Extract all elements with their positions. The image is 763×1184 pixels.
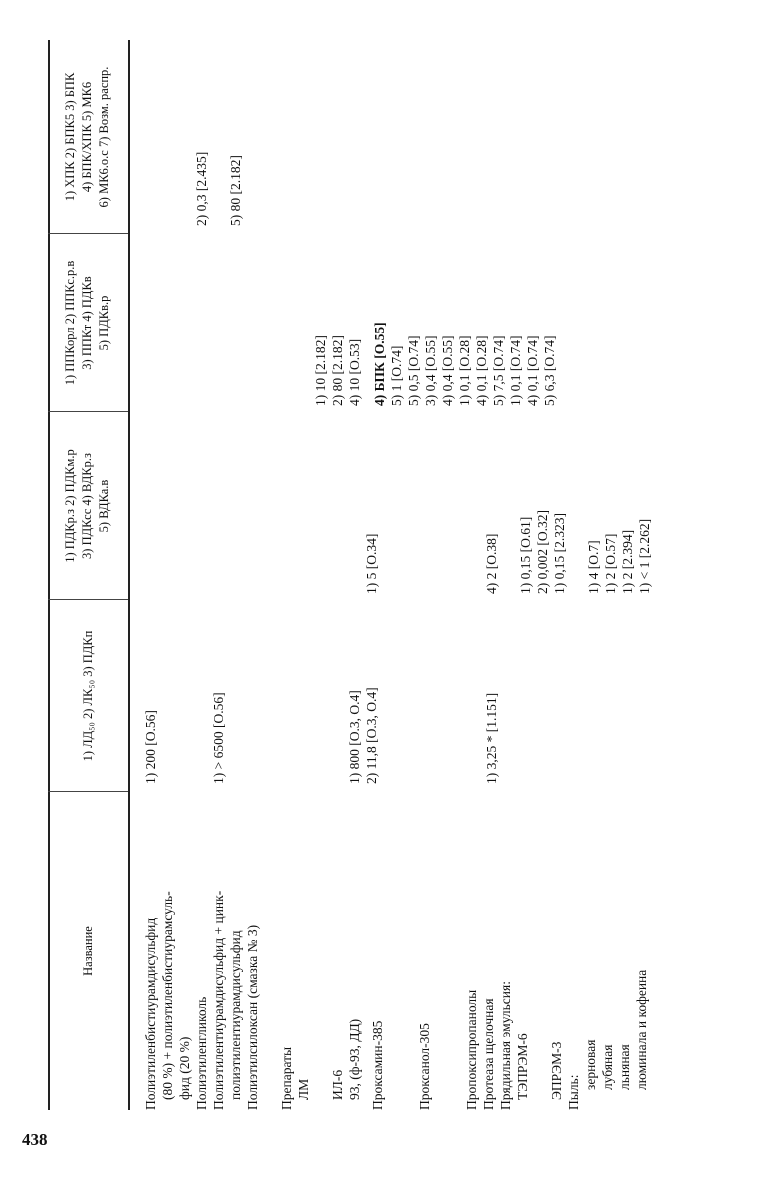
- header-col4-line: 4) БПК/ХПК 5) МК6: [80, 81, 94, 193]
- value-cell: 1) 0,1 [O.74]: [508, 335, 523, 406]
- value-cell: 4) 0,1 [O.74]: [525, 335, 540, 406]
- header-col3-line: 3) ППКт 4) ПДКв: [80, 276, 94, 370]
- header-col2-line: 1) ПДКр.з 2) ПДКм.р: [63, 449, 77, 563]
- value-cell: 5) 1 [O.74]: [389, 345, 404, 406]
- header-col2-line: 3) ПДКсс 4) ВДКр.з: [80, 453, 94, 559]
- header-col1: [80, 600, 97, 792]
- name-line: ЭПРЭМ-3: [549, 1041, 564, 1100]
- header-col2: [62, 412, 113, 600]
- header-name-text: Название: [81, 926, 95, 976]
- header-col3-line: 1) ППКорл 2) ППКс.р.в: [63, 260, 77, 386]
- header-name: [80, 792, 97, 1110]
- header-col1-text: 1) ЛД₅₀ 2) ЛК₅₀ 3) ПДКп: [81, 630, 95, 762]
- value-cell: 1) 200 [O.56]: [143, 710, 158, 784]
- value-cell: 1) 4 [O.7]: [586, 540, 601, 594]
- value-cell: 1) 2 [O.57]: [603, 533, 618, 594]
- value-cell: 5) 6,3 [O.74]: [542, 335, 557, 406]
- value-cell: 5) 0,5 [O.74]: [406, 335, 421, 406]
- col3-values: [142, 234, 558, 406]
- value-cell: 4) 0,4 [O.55]: [440, 335, 455, 406]
- value-cell: 2) 0,002 [O.32]: [535, 510, 550, 594]
- name-line: лубяная: [600, 1044, 615, 1090]
- rotated-table: [48, 40, 738, 1110]
- name-line: люминала и кофеина: [634, 969, 649, 1090]
- value-cell: 4) 0,1 [O.28]: [474, 335, 489, 406]
- page-number: 438: [22, 1130, 48, 1149]
- value-cell: 1) 5 [O.34]: [364, 533, 379, 594]
- name-line: (80 %) + полиэтиленбистиурамсуль-: [160, 891, 175, 1100]
- name-line: Пропоксипропанолы: [464, 989, 479, 1110]
- value-cell: 1) 2 [2.394]: [620, 529, 635, 594]
- value-cell: 1) 800 [O.3, O.4]: [347, 690, 362, 784]
- value-cell: 1) < 1 [2.262]: [637, 518, 652, 594]
- name-column: [142, 798, 650, 1110]
- name-line: Пыль:: [566, 1074, 581, 1110]
- name-line: ЛМ: [296, 1078, 311, 1100]
- header-col4-line: 6) МК6.о.с 7) Возм. распр.: [97, 66, 111, 208]
- name-line: 93, (ф-93, ДД): [347, 1018, 362, 1100]
- name-line: зерновая: [583, 1039, 598, 1090]
- name-line: полиэтилентиурамдисульфид: [228, 930, 243, 1100]
- value-cell: 1) 0,1 [O.28]: [457, 335, 472, 406]
- value-cell: 5) 7,5 [O.74]: [491, 335, 506, 406]
- value-cell: 2) 0,3 [2.435]: [194, 151, 209, 226]
- name-line: Протеаза щелочная: [481, 998, 496, 1110]
- name-line: Препараты: [279, 1046, 294, 1110]
- value-cell: 4) БПК [O.55]: [372, 322, 387, 406]
- name-line: фид (20 %): [177, 1036, 192, 1100]
- col1-values: [142, 600, 500, 784]
- name-line: ИЛ-6: [330, 1069, 345, 1100]
- header-col4: [62, 40, 113, 234]
- col2-values: [142, 412, 653, 594]
- header-col3-line: 5) ПДКв.р: [97, 295, 111, 351]
- name-line: Полиэтилентиурамдисульфид + цинк-: [211, 890, 226, 1110]
- value-cell: 4) 2 [O.38]: [484, 533, 499, 594]
- value-cell: 1) 0,15 [O.61]: [518, 516, 533, 594]
- name-line: Прядильная эмульсия:: [498, 981, 513, 1110]
- value-cell: 1) 0,15 [2.323]: [552, 513, 567, 594]
- value-cell: 2) 80 [2.182]: [330, 335, 345, 406]
- value-cell: 5) 80 [2.182]: [228, 155, 243, 226]
- table-top-rule: [48, 40, 50, 1110]
- value-cell: 1) > 6500 [O.56]: [211, 692, 226, 784]
- value-cell: 4) 10 [O.53]: [347, 338, 362, 406]
- value-cell: 1) 10 [2.182]: [313, 335, 328, 406]
- value-cell: 1) 3,25 * [1.151]: [484, 692, 499, 784]
- name-line: Полиэтилсилоксан (смазка № 3): [245, 924, 260, 1110]
- col4-values: [142, 40, 244, 226]
- header-col4-line: 1) ХПК 2) БПК5 3) БПК: [63, 72, 77, 202]
- name-line: Полиэтиленбистиурамдисульфид: [143, 917, 158, 1110]
- name-line: Проксамин-385: [370, 1020, 385, 1110]
- name-line: льняная: [617, 1044, 632, 1090]
- name-line: ТЭПРЭМ-6: [515, 1033, 530, 1100]
- value-cell: 2) 11,8 [O.3, O.4]: [364, 687, 379, 784]
- header-bottom-rule: [128, 40, 130, 1110]
- value-cell: 3) 0,4 [O.55]: [423, 335, 438, 406]
- header-col2-line: 5) ВДКа.в: [97, 479, 111, 533]
- header-col3: [62, 234, 113, 412]
- name-line: Полиэтиленгликоль: [194, 996, 209, 1110]
- name-line: Проксанол-305: [417, 1023, 432, 1110]
